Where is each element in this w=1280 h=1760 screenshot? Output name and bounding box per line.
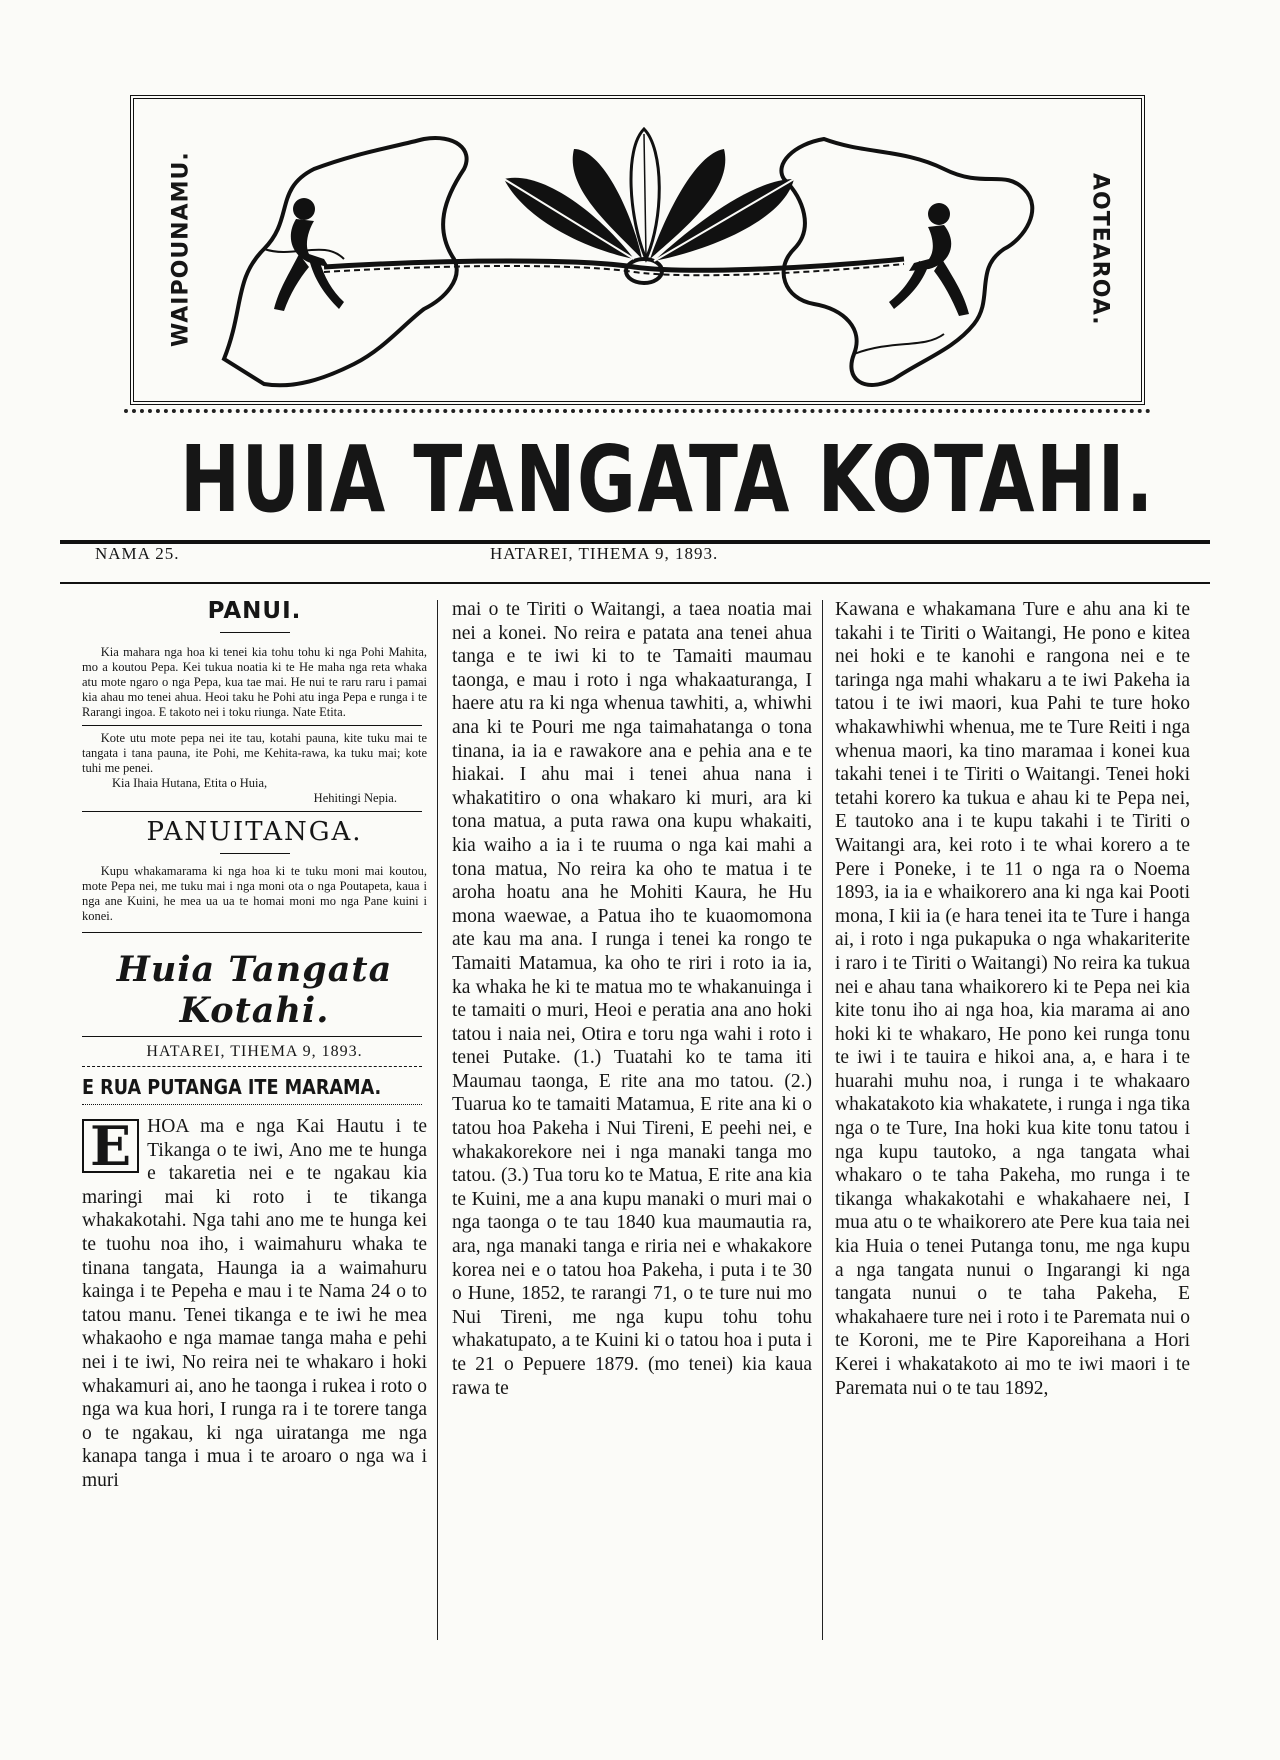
dateline-underline [82,1066,422,1067]
column-3-text: Kawana e whakamana Ture e ahu ana ki te takahi i te Tiriti o Waitangi, He pono e kitea nei hoki e te kanohi e rangona nei e te taringa nga mahi whakaru a te iwi Pakeha ia tatou i te iwi maori, kua Pahi te ture hoko whakawhiwhi whenua, me te Ture Reiti i nga whenua maori, ka tino maramaa i konei kua takahi tenei i te Tiriti o Waitangi. Tenei hoki tetahi korero ka tukua e ahau ki te Pepa nei, E tautoko ana i te kupu takahi i te Tiriti o Waitangi ara, kei roto i te whai korero a te Pere i Poneke, i te 11 o nga ra o Noema 1893, ia ia e whaikorero ana ki nga kai Pooti mona, I kii ia (e hara tenei ita te Ture i hanga ai, i roto i nga pukapuka o nga whakariterite i raro i te Tiriti o Waitangi) No reira ka tukua nei e ahau tana whaikorero ki te Pepa nei kia kite tonu iho ai nga hoa, kia marama ai ano hoki ki te whakaro, He pono kei runga tonu te iwi i te tauira e hikoi ana, a, e hara i te huarahi muhu noa, i runga i te whakaaro whakatakoto kia whakatete, i runga i nga tika nga o te Ture, Ina hoki kua kite tonu tatou i nga kupu tautoko, a nga tangata whai whakaro o te taha Pakeha, mo runga i te tikanga whakakotahi e whakahaere nei, I mua atu o te whaikorero ate Pere kua taia nei kia Huia o tenei Putanga tonu, me nga kupu a nga tangata nunui o Ingarangi ki nga tangata nunui o te taha Pakeha, E whakahaere ture nei i roto i te Paremata nui o te Koroni, me te Pire Kaporeihana a Hori Kerei i whakatakoto ai mo te iwi maori i te Paremata nui o te tau 1892, [835,599,1190,1399]
paper-name-rule [82,932,422,933]
panui-signature-1: Kia Ihaia Hutana, Etita o Huia, [112,776,268,790]
article-heading: E RUA PUTANGA ITE MARAMA. [82,1075,382,1099]
drop-cap: E [82,1119,139,1173]
panuitanga-heading: PANUITANGA. [146,817,363,847]
article-text: HOA ma e nga Kai Hautu i te Tikanga o te iwi, Ano me te hunga e takaretia nei e te ngakau kia maringi mai ki roto i te tikanga whakakotahi. Nga tahi ano me te hunga kei te tuohu noa iho, i waimahuru whaka te tinana tangata, Haunga ia a waimahuru kainga i te Pepeha e mau i te Nama 24 o to tatou manu. Tenei tikanga e te iwi he mea whakaoho e nga mamae tanga maha e pehi nei i te iwi, No reira nei te whakaro i hoki whakamuri ai, ano he taonga i rukea i roto o nga wa kua hori, I runga ra i te torere tanga o te ngakau, ki nga uiratanga me nga kanapa tanga i mua i te aroaro o nga wa i muri [82,1116,427,1491]
panui-rule [220,632,290,633]
issue-date: HATAREI, TIHEMA 9, 1893. [490,544,719,563]
panui-paragraph-1: Kia mahara nga hoa ki tenei kia tohu tohu ki nga Pohi Mahita, mo a koutou Pepa. Kei tukua noatia ki te He maha nga reta whaka atu mote ngaro o nga Pepa, kua tae mai. He nui te raru raru i pamai kia ahau mo tenei ahua. Heoi taku he Pohi atu inga Pepa e runga i te Rarangi ingoa. E takoto nei i toku riunga. Nate Etita. [82,645,427,719]
article-body [82,1115,427,1493]
masthead-banner [130,95,1145,405]
column-divider-2 [822,600,823,1640]
newspaper-title: HUIA TANGATA KOTAHI. [180,426,1155,533]
panui-heading: PANUI. [207,598,302,624]
waipounamu-label: WAIPOUNAMU. [168,151,194,347]
column-divider-1 [437,600,438,1640]
issue-number: NAMA 25. [95,544,180,563]
section-divider [82,811,422,812]
dateline-rule [60,582,1210,584]
panuitanga-paragraph: Kupu whakamarama ki nga hoa ki te tuku moni mai koutou, mote Pepa nei, me tuku mai i nga moni ota o nga Poutapeta, kaua i nga ane Kuini, he mea ua ua te homai moni mo nga Pane kuini i konei. [82,864,427,923]
column-1 [82,598,427,1493]
paper-name-underline [82,1036,422,1037]
north-island-shape [781,139,1032,385]
aotearoa-label: AOTEAROA. [1087,172,1113,326]
rope [324,259,904,270]
column-2 [452,598,812,1400]
article-dateline: HATAREI, TIHEMA 9, 1893. [146,1043,363,1060]
article-heading-underline [82,1104,422,1105]
panui-divider [82,725,422,726]
panui-signature-2: Hehitingi Nepia. [313,791,397,805]
panui-paragraph-2: Kote utu mote pepa nei ite tau, kotahi pauna, kite tuku mai te tangata i tana pauna, ite Pohi, me Kehita-rawa, ka tuku mai; kote tuhi me penei. [82,731,427,775]
column-3 [835,598,1190,1400]
masthead-illustration [204,109,1064,399]
panuitanga-rule [220,853,290,854]
paper-name: Huia Tangata Kotahi. [116,949,393,1031]
column-2-text: mai o te Tiriti o Waitangi, a taea noatia mai nei a konei. No reira e patata ana tenei ahua tanga e te iwi ki to te Tamaiti maumau taonga, e mau i roto i nga whakaaturanga, I haere atu ra ki nga whenua tawhiti, a, whiwhi ana ki te Pouri me nga taimahatanga o tona tinana, ia ia e rawakore ana e pehia ana e te hiakai. I ahu mai i tenei ahua nana i whakatitiro o ona whakaro ki muri, ara ki tona matua, a puta rawa ona kupu whakaiti, kia waiho a ia i te ruuma o nga kai mahi a tona matua, No reira ka oho te matua i te aroha hoatu ana he Mohiti Kaura, he Hu mona waewae, a Patua iho te kuaomomona ate kau ma ana. I runga i tenei ka rongo te Tamaiti Matamua, ka oho te riri i roto ia ia, ka whaka he ki te matua mo te whakanuinga i te tamaiti o muri, Heoi e peratia ana ano hoki tatou i naia nei, Otira e toru nga wahi i roto i tenei Putake. (1.) Tuatahi ko te tama iti Maumau taonga, E rite ana mo tatou. (2.) Tuarua ko te tamaiti Matamua, E rite ana ki o tatou hoa Pakeha i Nui Tireni, E peehi nei, e whakakorekore nei i nga manaki tanga mo tatou. (3.) Tua toru ko te Matua, E rite ana kia te Kuini, me a ana kupu manaki o muri mai o nga taonga o te tau 1840 kua maumautia ra, ara, nga manaki tanga e riria nei e whakakore korea nei e o tatou hoa Pakeha, i puta i te 30 o Hune, 1852, te rarangi 71, o te ture nui mo Nui Tireni, me nga kupu tohu tohu whakatupato, a te Kuini ki o tatou hoa i puta i te 21 o Pepuere 1879. (mo tenei) kia kaua rawa te [452,599,812,1399]
